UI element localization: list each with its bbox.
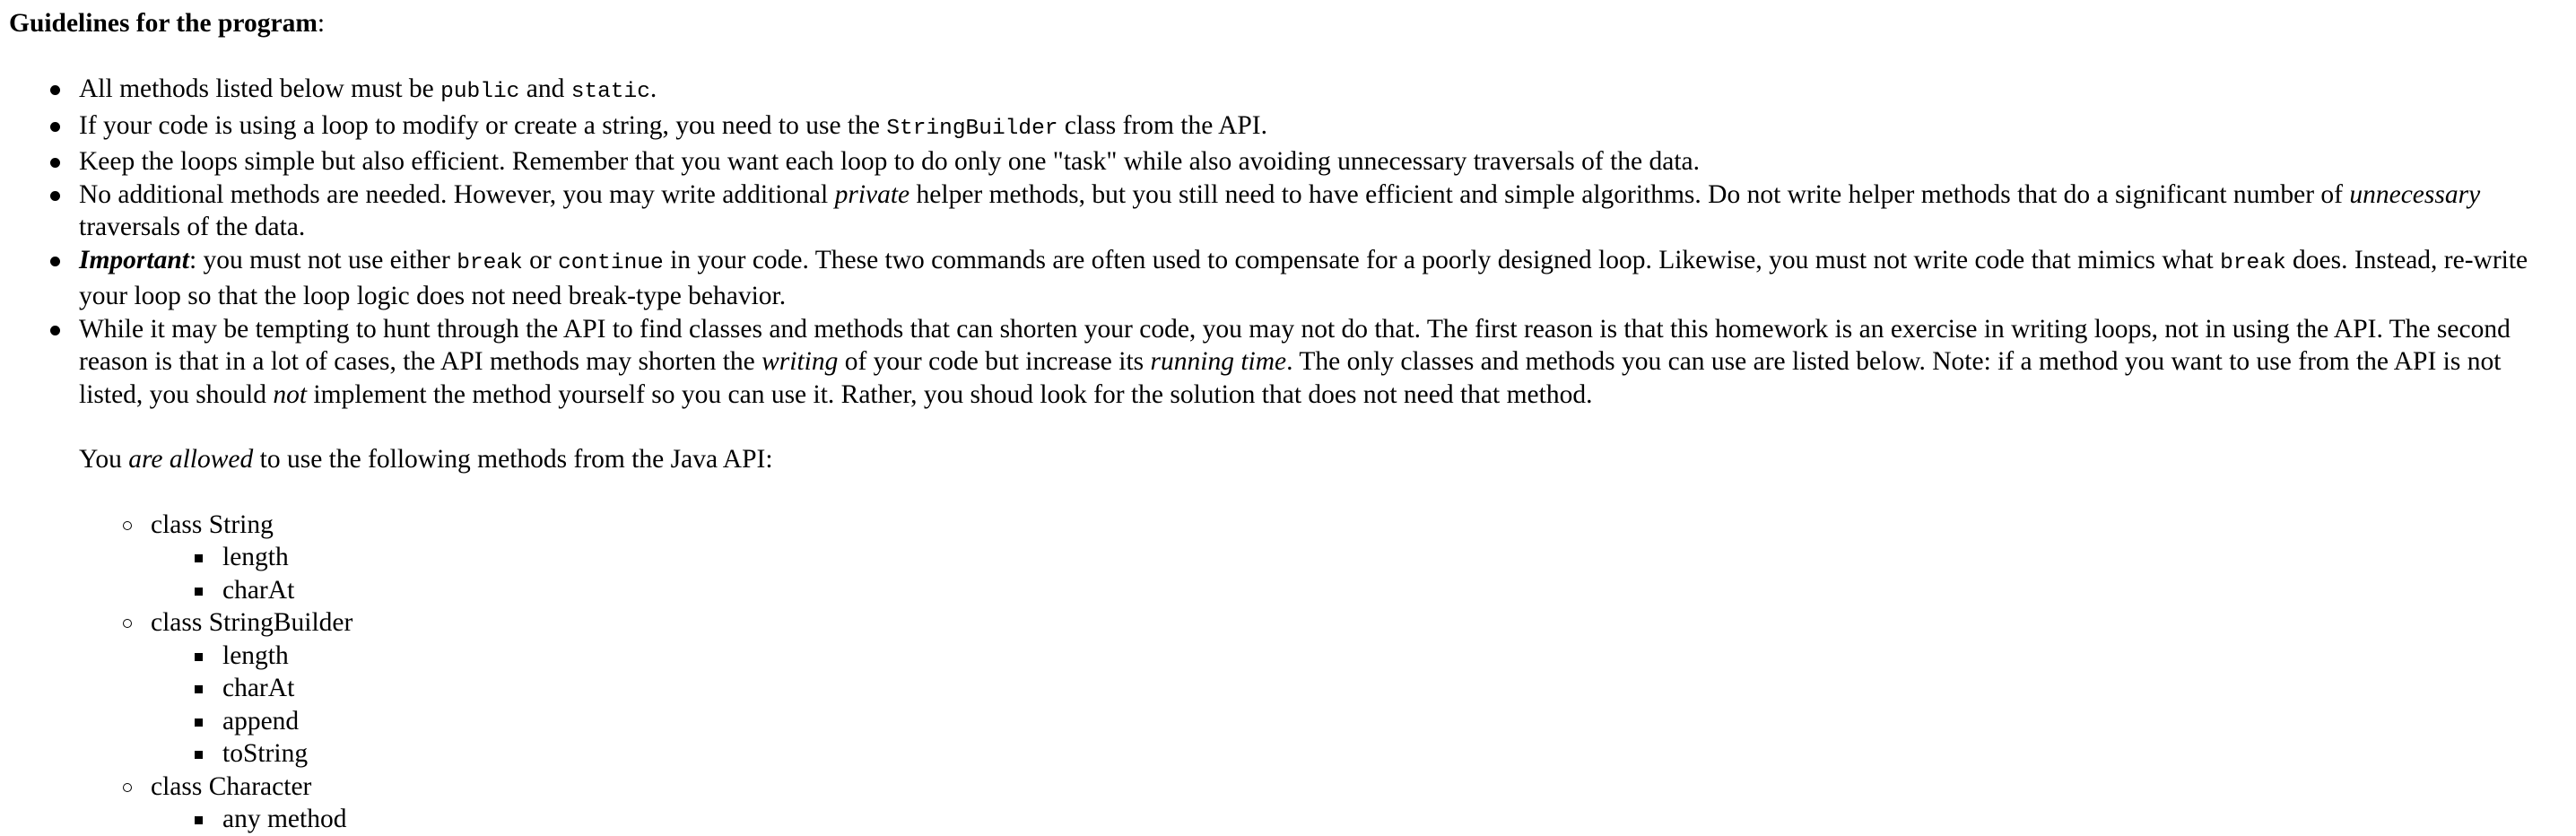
guideline-text: and xyxy=(519,74,571,103)
emphasis-text: not xyxy=(273,379,308,409)
guidelines-heading xyxy=(9,7,2567,39)
code-keyword: StringBuilder xyxy=(886,116,1058,141)
guideline-item-simple-loops xyxy=(79,145,2567,179)
circle-bullet-icon xyxy=(123,783,132,792)
circle-bullet-icon xyxy=(123,619,132,628)
guideline-text: traversals of the data. xyxy=(79,213,306,241)
class-label: class StringBuilder xyxy=(151,608,353,637)
allowed-methods-intro xyxy=(79,443,2567,476)
square-bullet-icon xyxy=(195,588,203,596)
method-name: length xyxy=(222,543,289,571)
guideline-text: While it may be tempting to hunt through the API to find classes and methods that can shorten your code, you may not do that. The first reason is that this homework is an exercise in writing loops, not in using the API. The second reason is that in a lot of cases, the API methods may shorten the xyxy=(79,314,2511,376)
method-item xyxy=(222,574,2567,607)
guidelines-title: Guidelines for the program xyxy=(9,9,318,38)
guideline-text: No additional methods are needed. However, you may write additional xyxy=(79,179,835,209)
emphasis-text: unnecessary xyxy=(2349,179,2481,209)
disc-bullet-icon xyxy=(50,85,60,95)
guideline-text: . The only classes and methods you can use are listed below. Note: if a method you want to use from the API is not listed, you should xyxy=(79,347,2502,409)
method-item xyxy=(222,541,2567,574)
character-methods-list xyxy=(151,803,2567,836)
guidelines-list xyxy=(9,73,2567,836)
method-name: append xyxy=(222,706,300,736)
important-label: Important xyxy=(79,245,189,274)
guideline-text: or xyxy=(522,245,559,274)
guideline-item-helper-methods xyxy=(79,179,2567,244)
square-bullet-icon xyxy=(195,653,203,661)
code-keyword: public xyxy=(440,80,520,104)
disc-bullet-icon xyxy=(50,191,60,201)
class-item-string xyxy=(151,509,2567,607)
guideline-text: class from the API. xyxy=(1057,110,1267,140)
guideline-text: in your code. These two commands are often used to compensate for a poorly designed loop. Likewise, you must not write code that mimics what xyxy=(663,245,2221,274)
method-name: any method xyxy=(222,805,347,833)
code-keyword: break xyxy=(2220,250,2286,275)
guideline-item-api-restrictions xyxy=(79,313,2567,836)
emphasis-text: writing xyxy=(761,347,839,376)
disc-bullet-icon xyxy=(50,257,60,266)
method-item xyxy=(222,705,2567,738)
guideline-text: : you must not use either xyxy=(188,245,457,274)
square-bullet-icon xyxy=(195,685,203,693)
method-name: length xyxy=(222,640,289,670)
stringbuilder-methods-list xyxy=(151,640,2567,771)
square-bullet-icon xyxy=(195,816,203,824)
method-item xyxy=(222,737,2567,771)
code-keyword: break xyxy=(457,250,523,275)
guideline-item-stringbuilder xyxy=(79,109,2567,146)
guideline-text: does. Instead, re-write your loop so that the loop logic does not need break-type behavior. xyxy=(79,245,2528,310)
method-item xyxy=(222,640,2567,673)
class-label: class String xyxy=(151,509,274,539)
guideline-text: implement the method yourself so you can use it. Rather, you shoud look for the solution that does not need that method. xyxy=(307,379,1593,409)
emphasis-text: are allowed xyxy=(128,445,254,474)
square-bullet-icon xyxy=(195,554,203,562)
guideline-text: All methods listed below must be xyxy=(79,74,441,103)
allowed-intro-text: to use the following methods from the Java API: xyxy=(253,445,773,474)
string-methods-list xyxy=(151,541,2567,606)
allowed-classes-list xyxy=(79,509,2567,836)
method-name: charAt xyxy=(222,575,295,605)
guideline-text: Keep the loops simple but also efficient. Remember that you want each loop to do only one "task" while also avoiding unnecessary traversals of the data. xyxy=(79,147,1700,176)
guideline-text: . xyxy=(649,74,657,103)
code-keyword: continue xyxy=(558,250,664,275)
method-item xyxy=(222,803,2567,836)
disc-bullet-icon xyxy=(50,158,60,168)
disc-bullet-icon xyxy=(50,326,60,335)
allowed-intro-text: You xyxy=(79,445,129,474)
guideline-item-public-static xyxy=(79,73,2567,109)
method-item xyxy=(222,672,2567,705)
guideline-item-no-break-continue xyxy=(79,244,2567,313)
disc-bullet-icon xyxy=(50,122,60,132)
guideline-text: helper methods, but you still need to have efficient and simple algorithms. Do not write helper methods that do a significant number of xyxy=(909,179,2350,209)
method-name: toString xyxy=(222,739,309,768)
circle-bullet-icon xyxy=(123,521,132,530)
guideline-text: If your code is using a loop to modify or create a string, you need to use the xyxy=(79,110,887,140)
guideline-text: of your code but increase its xyxy=(838,347,1151,376)
square-bullet-icon xyxy=(195,751,203,759)
class-item-stringbuilder xyxy=(151,606,2567,771)
code-keyword: static xyxy=(570,80,650,104)
guidelines-title-colon: : xyxy=(317,9,326,38)
emphasis-text: private xyxy=(834,179,910,209)
square-bullet-icon xyxy=(195,718,203,727)
class-item-character xyxy=(151,771,2567,836)
emphasis-text: running time xyxy=(1150,347,1287,376)
class-label: class Character xyxy=(151,771,312,801)
method-name: charAt xyxy=(222,674,295,702)
